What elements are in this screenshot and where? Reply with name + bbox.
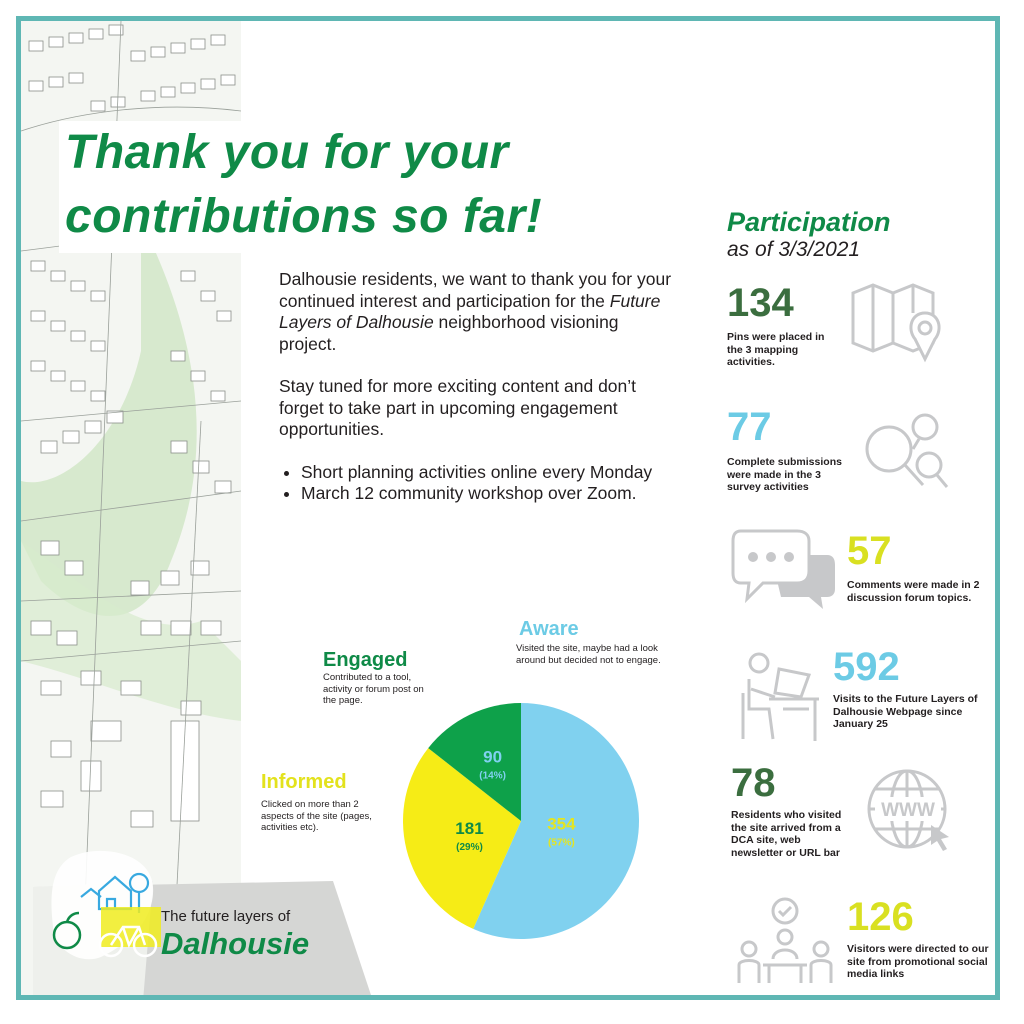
- participation-title: Participation: [727, 207, 891, 237]
- stat-residents-value: 78: [731, 761, 776, 805]
- svg-text:WWW: WWW: [881, 800, 935, 821]
- participation-pie-chart: [396, 696, 646, 946]
- future-layers-logo: [41, 847, 167, 977]
- computer-user-icon: [739, 649, 823, 743]
- list-item: • March 12 community workshop over Zoom.: [301, 483, 679, 505]
- stat-comments-value: 57: [847, 529, 892, 573]
- stat-submissions-value: 77: [727, 405, 772, 449]
- intro-text: [279, 269, 679, 505]
- stat-submissions-desc: Complete submissions were made in the 3 survey activities: [727, 456, 842, 493]
- stat-comments-desc: Comments were made in 2 discussion forum topics.: [847, 579, 980, 604]
- intro-paragraph-1: Dalhousie residents, we want to thank you for your continued interest and participation for the Future Layers of Dalhousie neighborhood visioning project.: [279, 269, 672, 354]
- engaged-title: Engaged: [323, 649, 408, 671]
- people-meeting-icon: [737, 897, 833, 987]
- page-title: [59, 121, 558, 253]
- stat-pins-value: 134: [727, 281, 794, 325]
- magnifier-icon: [853, 405, 953, 495]
- stat-pins-desc: Pins were placed in the 3 mapping activities.: [727, 331, 825, 368]
- globe-www-icon: [865, 767, 955, 857]
- stat-residents-desc: Residents who visited the site arrived from a DCA site, web newsletter or URL bar: [731, 809, 842, 859]
- stat-visits-value: 592: [833, 645, 900, 689]
- pie-value-label: 354: [547, 814, 576, 834]
- list-item: • Short planning activities online every Monday: [301, 462, 679, 484]
- stat-visitors-value: 126: [847, 895, 914, 939]
- stat-visits-desc: Visits to the Future Layers of Dalhousie Webpage since January 25: [833, 693, 978, 730]
- map-pin-icon: [849, 283, 949, 367]
- pie-value-label: 90: [483, 747, 503, 767]
- poster-frame: [16, 16, 1000, 1000]
- title-line-2: contributions so far!: [65, 190, 543, 243]
- intro-paragraph-2: Stay tuned for more exciting content and don’t forget to take part in upcoming engagement opportunities.: [279, 376, 637, 439]
- logo-tagline: The future layers of: [161, 908, 291, 925]
- speech-bubbles-icon: [731, 527, 837, 611]
- informed-title: Informed: [261, 771, 347, 793]
- title-line-1: Thank you for your: [65, 126, 509, 179]
- upcoming-list: [279, 462, 679, 505]
- pie-percent-label: (29%): [456, 841, 483, 853]
- stat-visitors-desc: Visitors were directed to our site from promotional social media links: [847, 943, 989, 980]
- logo-name: Dalhousie: [161, 926, 310, 961]
- aware-title: Aware: [519, 618, 579, 640]
- aware-desc: Visited the site, maybe had a look around but decided not to engage.: [516, 643, 661, 666]
- participation-date: as of 3/3/2021: [727, 238, 861, 261]
- pie-value-label: 181: [455, 818, 484, 838]
- engaged-desc: Contributed to a tool, activity or forum post on the page.: [323, 672, 424, 706]
- pie-percent-label: (57%): [548, 837, 575, 849]
- pie-percent-label: (14%): [479, 770, 506, 782]
- informed-desc: Clicked on more than 2 aspects of the site (pages, activities etc).: [261, 799, 372, 833]
